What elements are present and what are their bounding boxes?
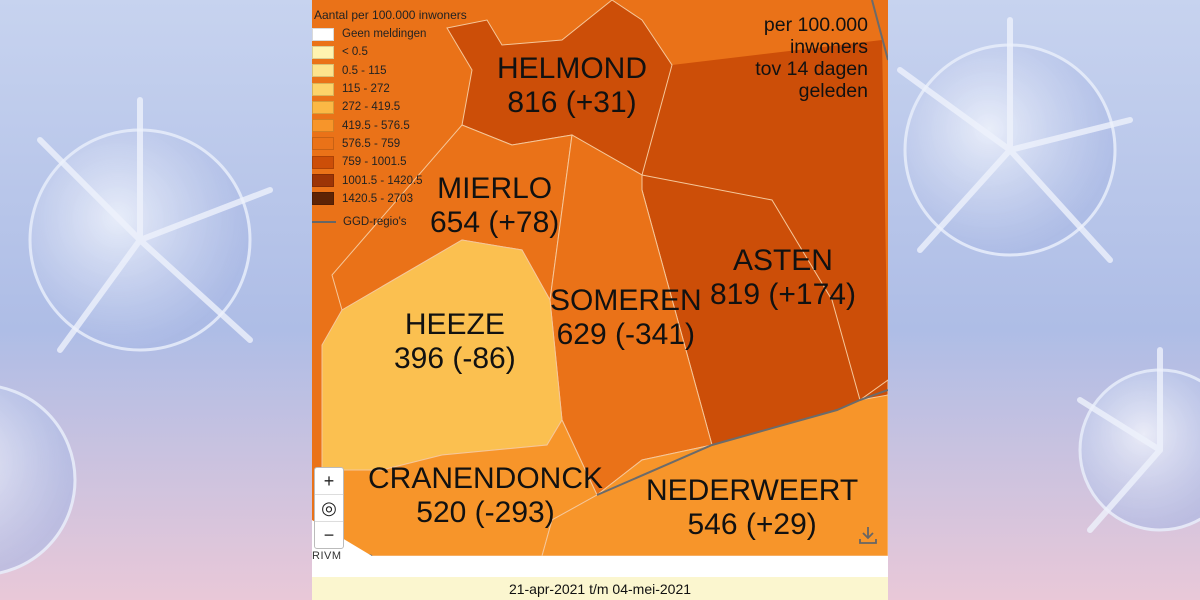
legend-label: 759 - 1001.5 [342, 156, 407, 169]
legend-swatch [312, 156, 334, 169]
legend-label: 419.5 - 576.5 [342, 119, 410, 132]
legend-label: 0.5 - 115 [342, 64, 387, 77]
legend-item [312, 43, 467, 61]
legend-item [312, 171, 467, 189]
region-name: HEEZE [404, 308, 505, 341]
legend-items [312, 25, 467, 208]
zoom-out-icon[interactable]: − [323, 524, 335, 545]
zoom-in-icon[interactable]: + [315, 468, 343, 495]
legend-swatch [312, 174, 334, 187]
label-cranendonck [368, 462, 603, 530]
legend-item [312, 98, 467, 116]
date-range: 21-apr-2021 t/m 04-mei-2021 [312, 577, 888, 600]
region-value: 546 (+29) [687, 508, 817, 541]
legend-label: 1001.5 - 1420.5 [342, 174, 423, 187]
region-name: HELMOND [497, 52, 648, 85]
legend-swatch [312, 46, 334, 59]
zoom-controls [314, 467, 344, 549]
legend-swatch [312, 28, 334, 41]
region-value: 819 (+174) [710, 278, 856, 311]
legend-label: < 0.5 [342, 46, 368, 59]
legend-swatch [312, 101, 334, 114]
region-name: ASTEN [732, 244, 833, 277]
legend-item [312, 62, 467, 80]
region-name: SOMEREN [550, 284, 702, 317]
region-name: MIERLO [437, 172, 553, 205]
label-someren [550, 284, 702, 352]
map-panel[interactable] [312, 0, 888, 600]
legend-swatch [312, 83, 334, 96]
region-value: 396 (-86) [394, 342, 516, 375]
label-nederweert [646, 474, 858, 542]
legend-item [312, 80, 467, 98]
region-value: 654 (+78) [430, 206, 560, 239]
note-line: tov 14 dagen [755, 58, 868, 80]
map-legend [312, 8, 467, 228]
source-label: RIVM [312, 550, 342, 562]
note-line: geleden [798, 80, 868, 102]
region-value: 629 (-341) [556, 318, 696, 351]
legend-swatch [312, 119, 334, 132]
map-note [755, 14, 868, 102]
download-icon[interactable] [857, 524, 879, 546]
label-asten [710, 244, 856, 312]
legend-ggd-label: GGD-regio's [343, 215, 407, 228]
legend-item [312, 153, 467, 171]
region-value: 520 (-293) [416, 496, 555, 529]
legend-swatch [312, 137, 334, 150]
legend-label: Geen meldingen [342, 28, 427, 41]
legend-item [312, 135, 467, 153]
region-name: NEDERWEERT [646, 474, 859, 507]
legend-label: 1420.5 - 2703 [342, 192, 413, 205]
note-line: per 100.000 [763, 14, 868, 36]
legend-swatch [312, 64, 334, 77]
legend-label: 272 - 419.5 [342, 101, 401, 114]
legend-item [312, 190, 467, 208]
ggd-line-icon [312, 221, 336, 223]
label-heeze [394, 308, 516, 376]
note-line: inwoners [789, 36, 868, 58]
legend-label: 576.5 - 759 [342, 137, 401, 150]
region-name: CRANENDONCK [368, 462, 604, 495]
legend-item [312, 25, 467, 43]
legend-label: 115 - 272 [342, 83, 390, 96]
legend-title: Aantal per 100.000 inwoners [314, 8, 467, 22]
region-value: 816 (+31) [507, 86, 637, 119]
label-helmond [497, 52, 647, 120]
legend-item [312, 116, 467, 134]
reset-view-icon[interactable]: ◎ [315, 495, 343, 522]
legend-ggd-regions [312, 216, 467, 228]
legend-swatch [312, 192, 334, 205]
